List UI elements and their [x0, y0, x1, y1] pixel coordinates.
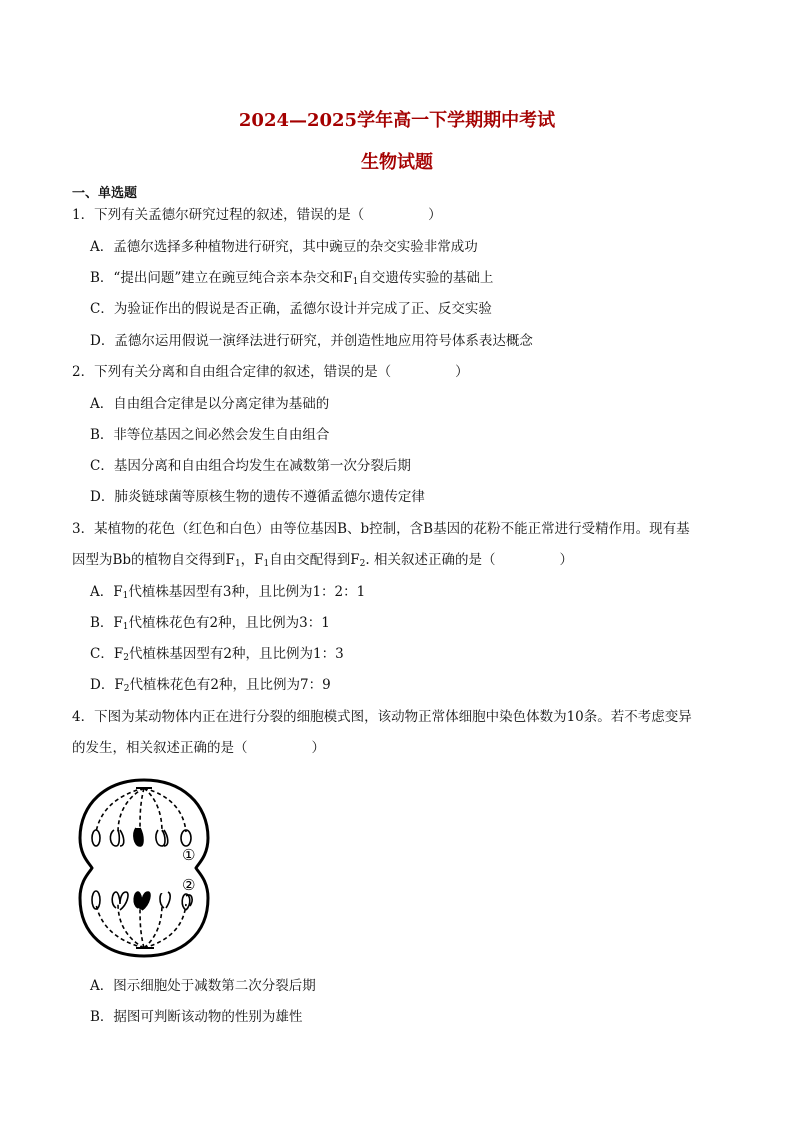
cell-membrane	[80, 780, 208, 956]
question-4-stem-line1: 4．下图为某动物体内正在进行分裂的细胞模式图，该动物正常体细胞中染色体数为10条。若不考虑变异	[72, 709, 692, 725]
section-heading: 一、单选题	[72, 186, 138, 201]
upper-chromosomes	[92, 828, 191, 846]
question-3-stem-line2: 因型为Bb的植物自交得到$F_1$，$F_1$自由交配得到$F_2$. 相关叙述正确的是（ ）	[72, 552, 573, 569]
figure-label-2: ②	[182, 876, 196, 894]
question-3-option-a: A．$F_1$代植株基因型有3种，且比例为1：2：1	[90, 584, 366, 601]
lower-spindle-fibers	[96, 904, 186, 948]
question-3-stem-line1: 3．某植物的花色（红色和白色）由等位基因B、b控制，含B基因的花粉不能正常进行受精作用。现有基	[72, 521, 690, 537]
exam-title: 2024—2025学年高一下学期期中考试	[238, 110, 556, 131]
question-4-stem-line2: 的发生，相关叙述正确的是（ ）	[72, 740, 325, 756]
question-4-option-b: B．据图可判断该动物的性别为雄性	[90, 1009, 303, 1025]
question-1-option-a: A．孟德尔选择多种植物进行研究，其中豌豆的杂交实验非常成功	[90, 239, 478, 255]
question-3-option-c: C．$F_2$代植株基因型有2种，且比例为1：3	[90, 646, 344, 663]
question-3-option-d: D．$F_2$代植株花色有2种，且比例为7：9	[90, 677, 331, 694]
cell-division-figure	[74, 776, 214, 960]
question-2-option-a: A．自由组合定律是以分离定律为基础的	[90, 396, 330, 412]
question-1-option-c: C．为验证作出的假说是否正确，孟德尔设计并完成了正、反交实验	[90, 301, 492, 317]
question-1-stem: 1．下列有关孟德尔研究过程的叙述，错误的是（ ）	[72, 207, 442, 223]
question-1-option-d: D．孟德尔运用假说一演绎法进行研究，并创造性地应用符号体系表达概念	[90, 333, 533, 349]
question-2-option-c: C．基因分离和自由组合均发生在减数第一次分裂后期	[90, 458, 411, 474]
figure-label-1: ①	[182, 846, 196, 864]
question-2-option-b: B．非等位基因之间必然会发生自由组合	[90, 427, 330, 443]
lower-chromosomes	[92, 891, 192, 910]
question-2-option-d: D．肺炎链球菌等原核生物的遗传不遵循孟德尔遗传定律	[90, 489, 425, 505]
question-3-option-b: B．$F_1$代植株花色有2种，且比例为3：1	[90, 615, 330, 632]
question-1-option-b: B．“提出问题”建立在豌豆纯合亲本杂交和$F_1$自交遗传实验的基础上	[90, 270, 494, 287]
question-2-stem: 2．下列有关分离和自由组合定律的叙述，错误的是（ ）	[72, 364, 469, 380]
upper-spindle-fibers	[96, 788, 186, 832]
question-4-option-a: A．图示细胞处于减数第二次分裂后期	[90, 978, 316, 994]
exam-subtitle: 生物试题	[361, 152, 433, 173]
